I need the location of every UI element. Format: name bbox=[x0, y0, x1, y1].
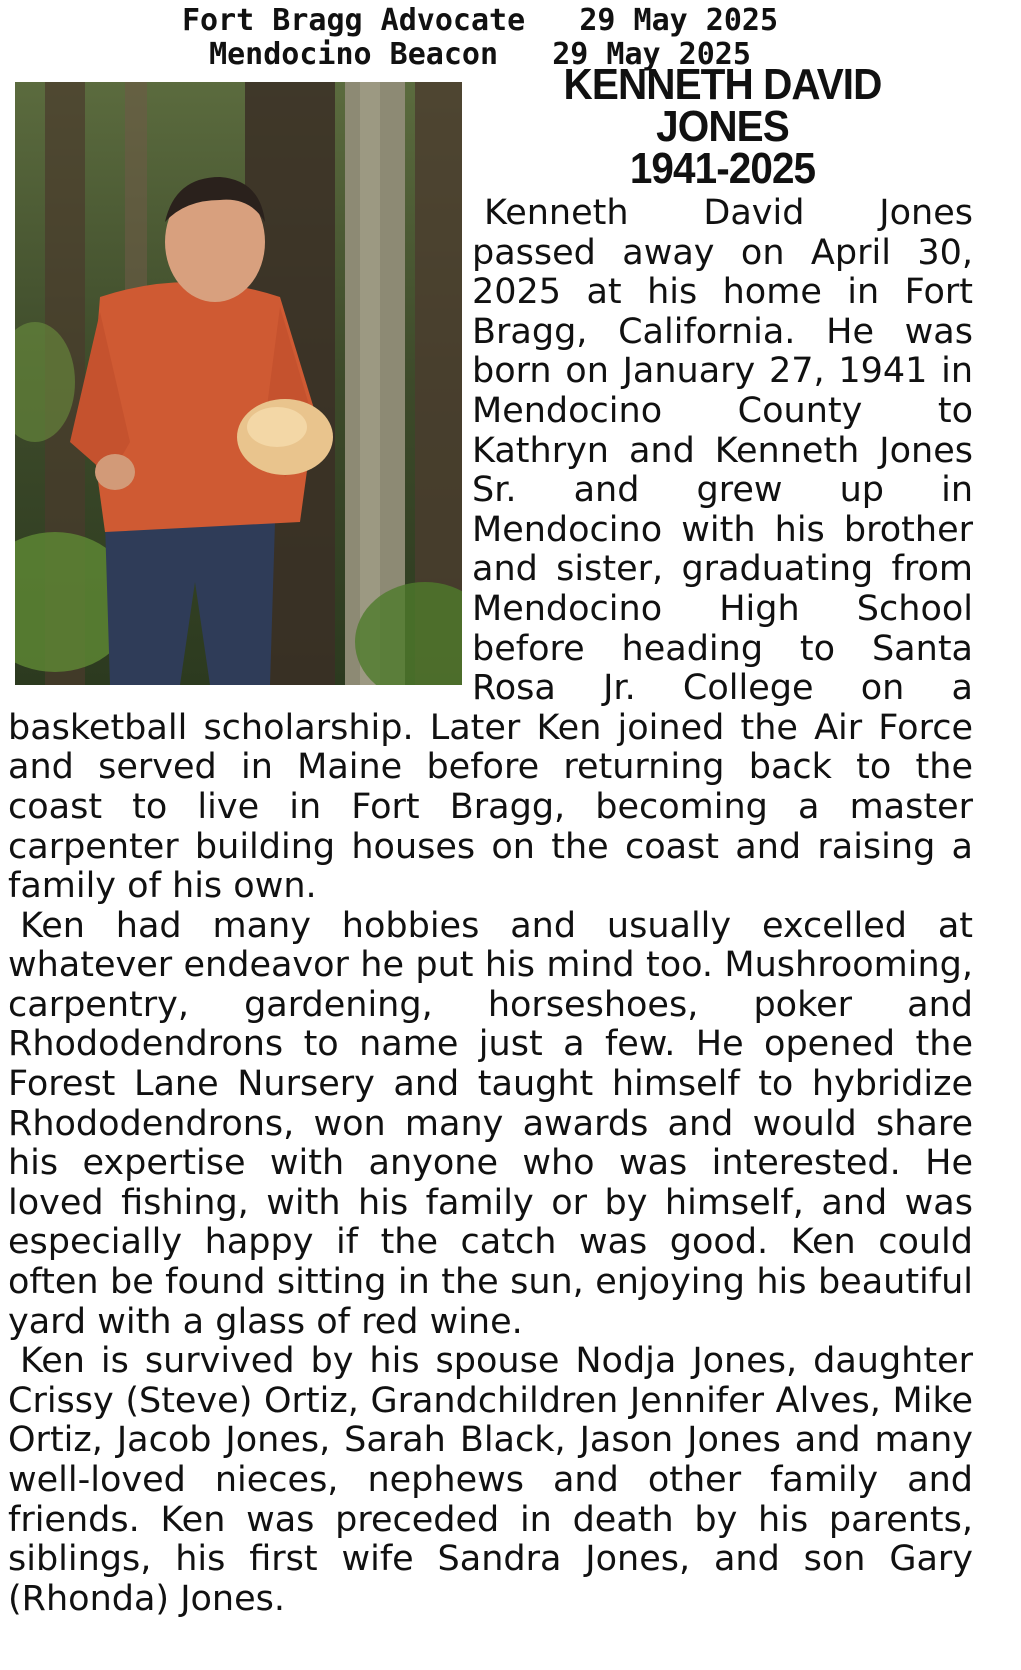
obituary-body bbox=[8, 194, 973, 1619]
body-paragraph-2: Ken had many hobbies and usually excelled at whatever endeavor he put his mind too. Mushrooming, carpentry, gardening, horseshoes, poker and Rhododendrons to name just a few. He opened the Forest Lane Nursery and taught himself to hybridize Rhododendrons, won many awards and would share his expertise with anyone who was interested. He loved fishing, with his family or by himself, and was especially happy if the catch was good. Ken could often be found sitting in the sun, enjoying his beautiful yard with a glass of red wine. bbox=[8, 905, 973, 1342]
masthead-line-1: Fort Bragg Advocate 29 May 2025 bbox=[181, 3, 779, 38]
body-paragraph-3: Ken is survived by his spouse Nodja Jones, daughter Crissy (Steve) Ortiz, Grandchildren Jennifer Alves, Mike Ortiz, Jacob Jones, Sarah Black, Jason Jones and many well-loved nieces, nephews and other family and friends. Ken was preceded in death by his parents, siblings, his first wife Sandra Jones, and son Gary (Rhonda) Jones. bbox=[8, 1341, 973, 1619]
photo-wrap-spacer bbox=[8, 194, 472, 692]
obituary-headline bbox=[486, 60, 960, 193]
headline-years: 1941-2025 bbox=[629, 144, 816, 193]
headline-name-line-1: KENNETH DAVID bbox=[563, 60, 882, 109]
body-paragraph-1: Kenneth David Jones passed away on April 30, 2025 at his home in Fort Bragg, California. He was born on January 27, 1941 in Mendocino County to Kathryn and Kenneth Jones Sr. and grew up in Mendocino with his brother and sister, graduating from Mendocino High School before heading to Santa Rosa Jr. College on a basketball scholarship. Later Ken joined the Air Force and served in Maine before returning back to the coast to live in Fort Bragg, becoming a master carpenter building houses on the coast and raising a family of his own. bbox=[8, 193, 973, 907]
headline-name-line-2: JONES bbox=[656, 102, 789, 151]
masthead-line-2: Mendocino Beacon 29 May 2025 bbox=[209, 37, 751, 72]
